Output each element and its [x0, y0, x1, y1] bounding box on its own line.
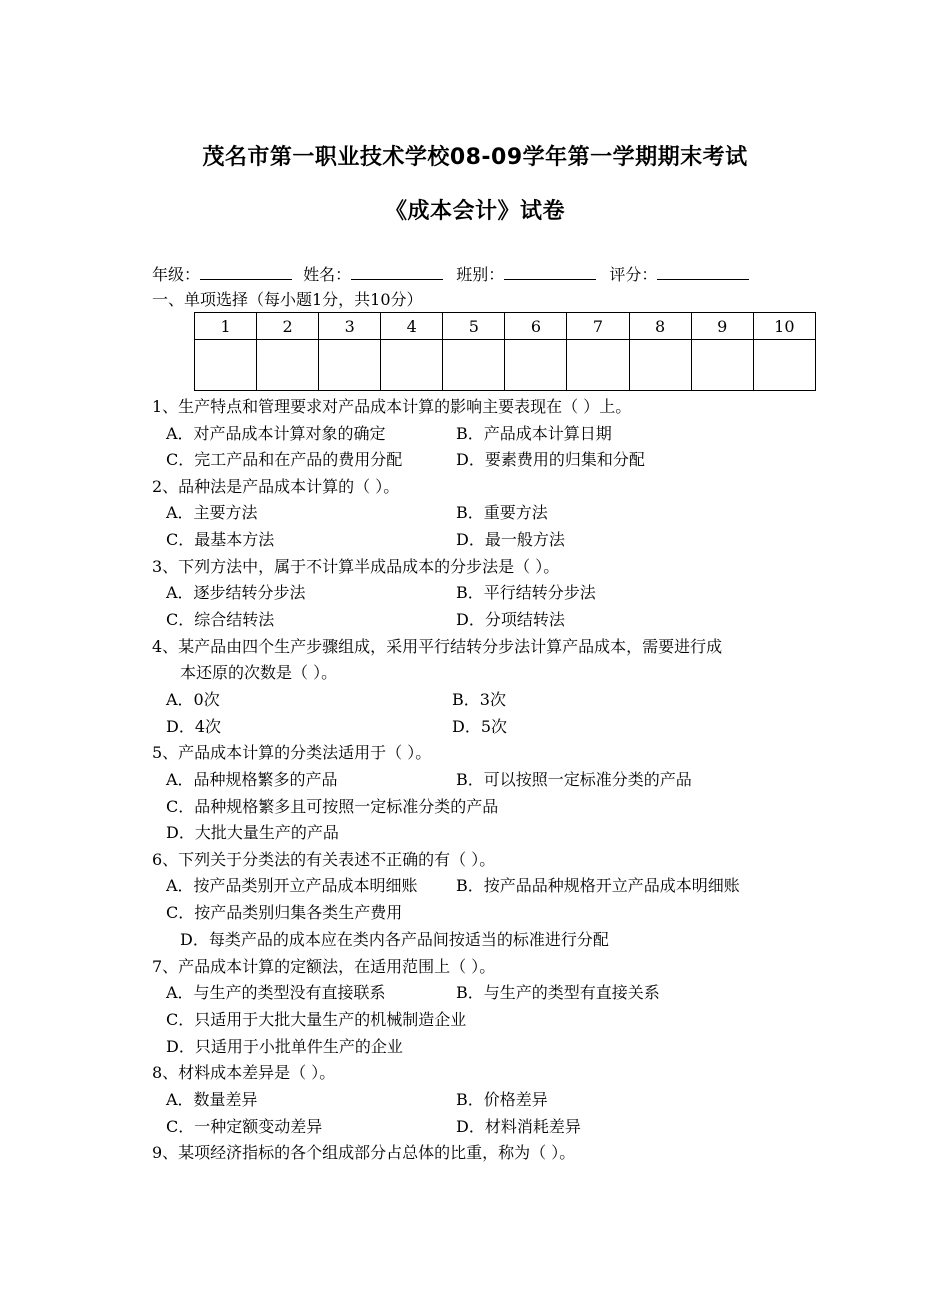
name-label: 姓名：	[303, 265, 352, 284]
answer-cell[interactable]	[753, 340, 815, 391]
q1-option-b: B．产品成本计算日期	[456, 424, 612, 443]
q2-option-d: D．最一般方法	[456, 530, 565, 549]
score-field[interactable]	[657, 265, 749, 280]
answer-header-8: 8	[629, 313, 691, 340]
answer-header-1: 1	[195, 313, 257, 340]
answer-cell[interactable]	[567, 340, 629, 391]
question-7-stem: 7、产品成本计算的定额法，在适用范围上（ ）。	[152, 957, 496, 976]
q2-option-a: A．主要方法	[166, 503, 258, 522]
question-2-stem: 2、品种法是产品成本计算的（ ）。	[152, 477, 400, 496]
q7-option-c: C．只适用于大批大量生产的机械制造企业	[166, 1010, 467, 1029]
exam-title-line1: 茂名市第一职业技术学校08-09学年第一学期期末考试	[202, 145, 748, 170]
answer-cell[interactable]	[505, 340, 567, 391]
name-field[interactable]	[351, 265, 443, 280]
q3-option-c: C．综合结转法	[166, 610, 275, 629]
q2-option-c: C．最基本方法	[166, 530, 275, 549]
q6-option-c: C．按产品类别归集各类生产费用	[166, 903, 403, 922]
answer-cell[interactable]	[443, 340, 505, 391]
question-9-stem: 9、某项经济指标的各个组成部分占总体的比重，称为（ ）。	[152, 1143, 576, 1162]
answer-cell[interactable]	[319, 340, 381, 391]
q6-option-d: D．每类产品的成本应在类内各产品间按适当的标准进行分配	[180, 930, 609, 949]
grade-label: 年级：	[152, 265, 201, 284]
q7-option-a: A．与生产的类型没有直接联系	[166, 983, 386, 1002]
q1-option-a: A．对产品成本计算对象的确定	[166, 424, 386, 443]
answer-header-6: 6	[505, 313, 567, 340]
answer-cell[interactable]	[381, 340, 443, 391]
grade-field[interactable]	[200, 265, 292, 280]
q8-option-b: B．价格差异	[456, 1090, 548, 1109]
student-info-row	[152, 265, 749, 285]
q7-option-d: D．只适用于小批单件生产的企业	[166, 1037, 403, 1056]
question-4-stem-line1: 4、某产品由四个生产步骤组成，采用平行结转分步法计算产品成本，需要进行成	[152, 637, 723, 656]
answer-cell[interactable]	[629, 340, 691, 391]
q1-option-c: C．完工产品和在产品的费用分配	[166, 450, 403, 469]
q8-option-a: A．数量差异	[166, 1090, 258, 1109]
section-heading: 一、单项选择（每小题1分，共10分）	[152, 290, 423, 309]
q2-option-b: B．重要方法	[456, 503, 548, 522]
answer-cell[interactable]	[691, 340, 753, 391]
question-3-stem: 3、下列方法中，属于不计算半成品成本的分步法是（ ）。	[152, 557, 560, 576]
answer-header-4: 4	[381, 313, 443, 340]
q3-option-b: B．平行结转分步法	[456, 583, 596, 602]
exam-title-line2: 《成本会计》试卷	[384, 199, 565, 224]
q5-option-b: B．可以按照一定标准分类的产品	[456, 770, 692, 789]
q6-option-a: A．按产品类别开立产品成本明细账	[166, 876, 418, 895]
answer-header-10: 10	[753, 313, 815, 340]
answer-header-5: 5	[443, 313, 505, 340]
answer-cell[interactable]	[195, 340, 257, 391]
q8-option-d: D．材料消耗差异	[456, 1117, 581, 1136]
answer-header-3: 3	[319, 313, 381, 340]
q5-option-d: D．大批大量生产的产品	[166, 823, 339, 842]
question-8-stem: 8、材料成本差异是（ ）。	[152, 1063, 336, 1082]
answer-header-9: 9	[691, 313, 753, 340]
class-label: 班别：	[456, 265, 505, 284]
q4-option-c: D．4次	[166, 717, 222, 736]
answer-header-2: 2	[257, 313, 319, 340]
question-1-stem: 1、生产特点和管理要求对产品成本计算的影响主要表现在（ ）上。	[152, 397, 632, 416]
answer-header-7: 7	[567, 313, 629, 340]
question-5-stem: 5、产品成本计算的分类法适用于（ ）。	[152, 743, 432, 762]
score-label: 评分：	[609, 265, 658, 284]
q3-option-d: D．分项结转法	[456, 610, 565, 629]
q4-option-a: A．0次	[166, 690, 220, 709]
class-field[interactable]	[504, 265, 596, 280]
q6-option-b: B．按产品品种规格开立产品成本明细账	[456, 876, 740, 895]
answer-cell[interactable]	[257, 340, 319, 391]
q1-option-d: D．要素费用的归集和分配	[456, 450, 645, 469]
q8-option-c: C．一种定额变动差异	[166, 1117, 323, 1136]
q4-option-b: B．3次	[452, 690, 506, 709]
q4-option-d: D．5次	[452, 717, 508, 736]
q3-option-a: A．逐步结转分步法	[166, 583, 306, 602]
q5-option-a: A．品种规格繁多的产品	[166, 770, 338, 789]
q5-option-c: C．品种规格繁多且可按照一定标准分类的产品	[166, 797, 499, 816]
question-4-stem-line2: 本还原的次数是（ ）。	[180, 663, 338, 682]
answer-table	[194, 312, 816, 391]
q7-option-b: B．与生产的类型有直接关系	[456, 983, 660, 1002]
question-6-stem: 6、下列关于分类法的有关表述不正确的有（ ）。	[152, 850, 496, 869]
